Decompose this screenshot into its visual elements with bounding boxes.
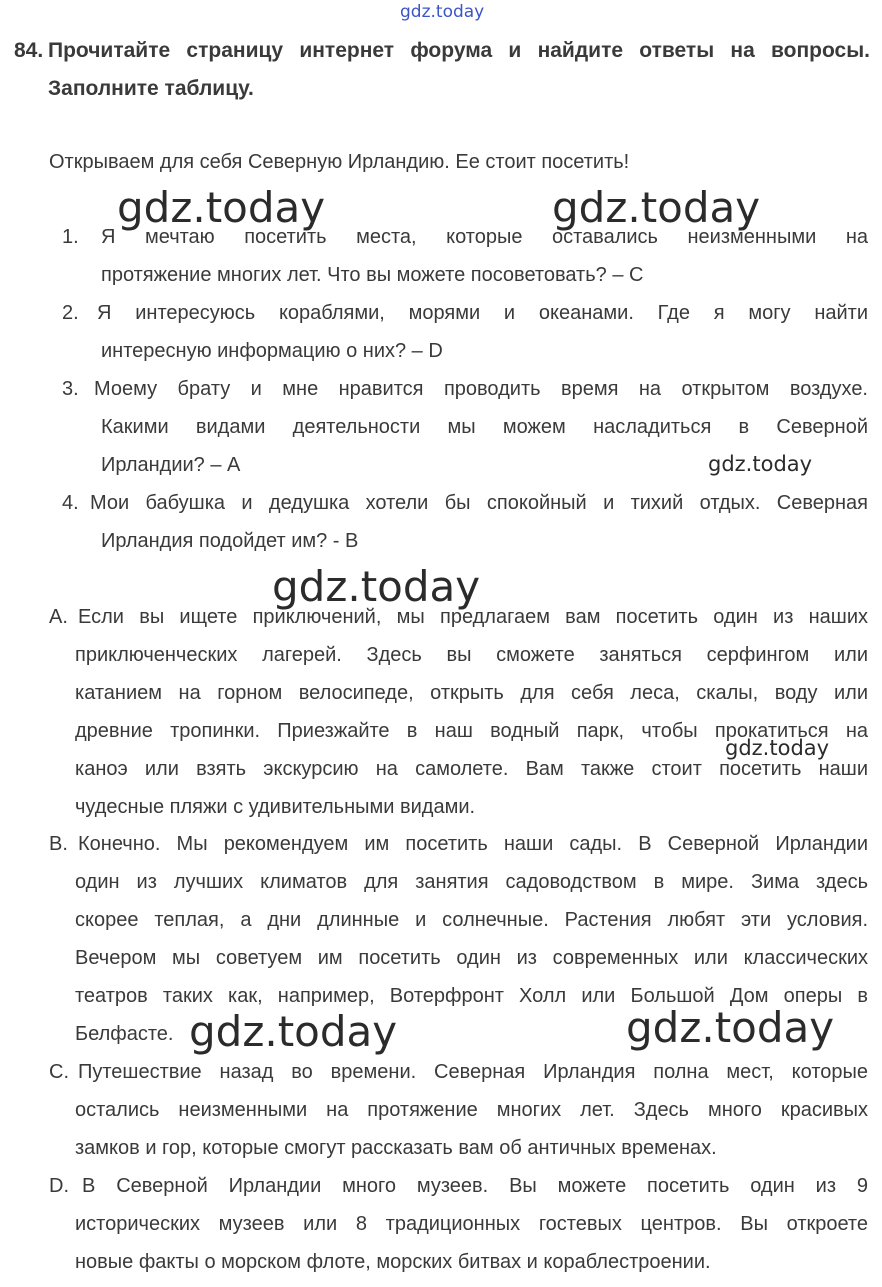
- watermark: gdz.today: [117, 183, 326, 232]
- answer-line: скорее теплая, а дни длинные и солнечные. Растения любят эти условия.: [75, 909, 868, 931]
- answer-line: катанием на горном велосипеде, открыть для себя леса, скалы, воду или: [75, 682, 868, 704]
- answer-line: Путешествие назад во времени. Северная Ирландия полна мест, которые: [78, 1061, 868, 1083]
- question-number: 4.: [62, 492, 79, 514]
- answer-line: Вечером мы советуем им посетить один из современных или классических: [75, 947, 868, 969]
- question-line: Мои бабушка и дедушка хотели бы спокойный и тихий отдых. Северная: [90, 492, 868, 514]
- question-line: Я интересуюсь кораблями, морями и океанами. Где я могу найти: [97, 302, 868, 324]
- answer-line: приключенческих лагерей. Здесь вы сможете заняться серфингом или: [75, 644, 868, 666]
- answer-label: A.: [49, 606, 68, 628]
- question-line: Ирландии? – А: [101, 454, 241, 476]
- answer-line: чудесные пляжи с удивительными видами.: [75, 796, 476, 818]
- answer-line: Если вы ищете приключений, мы предлагаем вам посетить один из наших: [78, 606, 868, 628]
- watermark: gdz.today: [552, 183, 761, 232]
- exercise-title-line-2: Заполните таблицу.: [48, 77, 254, 100]
- question-line: Ирландия подойдет им? - В: [101, 530, 359, 552]
- exercise-number: 84.: [14, 39, 44, 62]
- watermark: gdz.today: [189, 1007, 398, 1056]
- answer-line: каноэ или взять экскурсию на самолете. Вам также стоит посетить наши: [75, 758, 868, 780]
- answer-label: C.: [49, 1061, 69, 1083]
- watermark-top: gdz.today: [400, 2, 485, 22]
- answer-line: театров таких как, например, Вотерфронт Холл или Большой Дом оперы в: [75, 985, 868, 1007]
- answer-line: Конечно. Мы рекомендуем им посетить наши сады. В Северной Ирландии: [78, 833, 868, 855]
- question-line: Я мечтаю посетить места, которые оставались неизменными на: [101, 226, 868, 248]
- question-number: 1.: [62, 226, 79, 248]
- question-number: 2.: [62, 302, 79, 324]
- exercise-title-line-1: Прочитайте страницу интернет форума и найдите ответы на вопросы.: [48, 39, 870, 62]
- question-line: интересную информацию о них? – D: [101, 340, 443, 362]
- answer-label: D.: [49, 1175, 69, 1197]
- question-line: Моему брату и мне нравится проводить время на открытом воздухе.: [94, 378, 868, 400]
- intro-text: Открываем для себя Северную Ирландию. Ее стоит посетить!: [49, 151, 630, 173]
- watermark: gdz.today: [725, 736, 830, 760]
- answer-line: замков и гор, которые смогут рассказать вам об античных временах.: [75, 1137, 717, 1159]
- answer-line: исторических музеев или 8 традиционных гостевых центров. Вы откроете: [75, 1213, 868, 1235]
- answer-line: древние тропинки. Приезжайте в наш водный парк, чтобы прокатиться на: [75, 720, 868, 742]
- answer-line: новые факты о морском флоте, морских битвах и кораблестроении.: [75, 1251, 711, 1273]
- question-line: протяжение многих лет. Что вы можете посоветовать? – С: [101, 264, 644, 286]
- question-line: Какими видами деятельности мы можем насладиться в Северной: [101, 416, 868, 438]
- answer-line: один из лучших климатов для занятия садоводством в мире. Зима здесь: [75, 871, 868, 893]
- watermark: gdz.today: [708, 452, 813, 476]
- answer-label: B.: [49, 833, 68, 855]
- question-number: 3.: [62, 378, 79, 400]
- answer-line: Белфасте.: [75, 1023, 174, 1045]
- answer-line: В Северной Ирландии много музеев. Вы можете посетить один из 9: [82, 1175, 868, 1197]
- answer-line: остались неизменными на протяжение многих лет. Здесь много красивых: [75, 1099, 868, 1121]
- watermark: gdz.today: [272, 562, 481, 611]
- watermark: gdz.today: [626, 1003, 835, 1052]
